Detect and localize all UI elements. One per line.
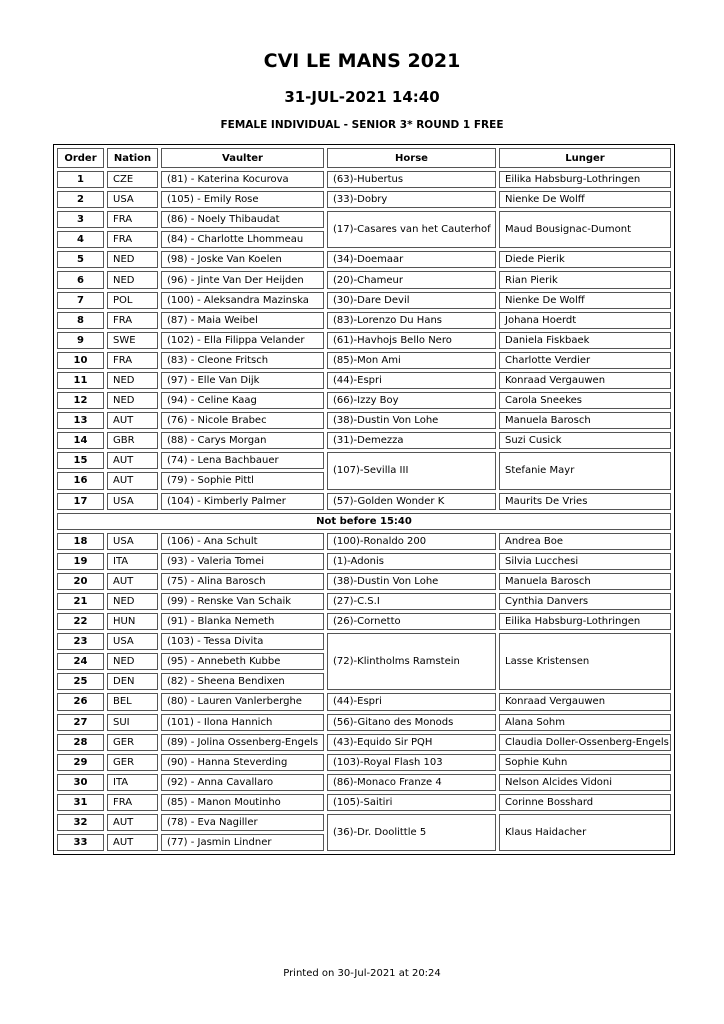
nation-cell: ITA xyxy=(107,553,158,570)
vaulter-cell: (104) - Kimberly Palmer xyxy=(161,493,324,510)
table-row xyxy=(57,312,671,329)
document-title: CVI LE MANS 2021 xyxy=(263,50,461,72)
vaulter-cell: (91) - Blanka Nemeth xyxy=(161,613,324,630)
lunger-cell: Stefanie Mayr xyxy=(499,452,671,489)
vaulter-cell: (105) - Emily Rose xyxy=(161,191,324,208)
horse-cell: (86)-Monaco Franze 4 xyxy=(327,774,496,791)
table-row xyxy=(57,553,671,570)
nation-cell: AUT xyxy=(107,472,158,489)
order-cell: 8 xyxy=(57,312,104,329)
nation-cell: FRA xyxy=(107,231,158,248)
table-row xyxy=(57,392,671,409)
nation-cell: NED xyxy=(107,372,158,389)
nation-cell: SUI xyxy=(107,714,158,731)
lunger-cell: Diede Pierik xyxy=(499,251,671,268)
table-row xyxy=(57,693,671,710)
table-row xyxy=(57,372,671,389)
table-row xyxy=(57,714,671,731)
lunger-cell: Nelson Alcides Vidoni xyxy=(499,774,671,791)
vaulter-cell: (106) - Ana Schult xyxy=(161,533,324,550)
vaulter-cell: (97) - Elle Van Dijk xyxy=(161,372,324,389)
vaulter-cell: (94) - Celine Kaag xyxy=(161,392,324,409)
table-row xyxy=(57,794,671,811)
nation-cell: GER xyxy=(107,754,158,771)
order-cell: 16 xyxy=(57,472,104,489)
nation-cell: AUT xyxy=(107,834,158,851)
table-row xyxy=(57,271,671,288)
print-footer: Printed on 30-Jul-2021 at 20:24 xyxy=(283,968,441,979)
order-cell: 26 xyxy=(57,693,104,710)
table-row xyxy=(57,171,671,188)
order-cell: 11 xyxy=(57,372,104,389)
vaulter-cell: (80) - Lauren Vanlerberghe xyxy=(161,693,324,710)
lunger-cell: Manuela Barosch xyxy=(499,573,671,590)
horse-cell: (56)-Gitano des Monods xyxy=(327,714,496,731)
order-cell: 32 xyxy=(57,814,104,831)
vaulter-cell: (96) - Jinte Van Der Heijden xyxy=(161,271,324,288)
order-cell: 25 xyxy=(57,673,104,690)
order-cell: 31 xyxy=(57,794,104,811)
nation-cell: FRA xyxy=(107,794,158,811)
order-cell: 2 xyxy=(57,191,104,208)
lunger-cell: Nienke De Wolff xyxy=(499,191,671,208)
order-cell: 24 xyxy=(57,653,104,670)
vaulter-cell: (102) - Ella Filippa Velander xyxy=(161,332,324,349)
lunger-cell: Maud Bousignac-Dumont xyxy=(499,211,671,248)
vaulter-cell: (93) - Valeria Tomei xyxy=(161,553,324,570)
lunger-cell: Sophie Kuhn xyxy=(499,754,671,771)
nation-cell: USA xyxy=(107,191,158,208)
table-row xyxy=(57,211,671,228)
order-cell: 30 xyxy=(57,774,104,791)
table-row xyxy=(57,332,671,349)
nation-cell: USA xyxy=(107,633,158,650)
vaulter-cell: (81) - Katerina Kocurova xyxy=(161,171,324,188)
horse-cell: (61)-Havhojs Bello Nero xyxy=(327,332,496,349)
vaulter-cell: (77) - Jasmin Lindner xyxy=(161,834,324,851)
vaulter-cell: (82) - Sheena Bendixen xyxy=(161,673,324,690)
order-cell: 33 xyxy=(57,834,104,851)
vaulter-cell: (90) - Hanna Steverding xyxy=(161,754,324,771)
table-row xyxy=(57,432,671,449)
order-cell: 20 xyxy=(57,573,104,590)
nation-cell: NED xyxy=(107,593,158,610)
lunger-cell: Carola Sneekes xyxy=(499,392,671,409)
lunger-cell: Manuela Barosch xyxy=(499,412,671,429)
order-cell: 17 xyxy=(57,493,104,510)
order-cell: 6 xyxy=(57,271,104,288)
horse-cell: (34)-Doemaar xyxy=(327,251,496,268)
event-datetime: 31-JUL-2021 14:40 xyxy=(284,88,440,106)
lunger-cell: Eilika Habsburg-Lothringen xyxy=(499,613,671,630)
nation-cell: CZE xyxy=(107,171,158,188)
horse-cell: (100)-Ronaldo 200 xyxy=(327,533,496,550)
vaulter-cell: (78) - Eva Nagiller xyxy=(161,814,324,831)
table-body xyxy=(57,171,671,851)
nation-cell: AUT xyxy=(107,412,158,429)
order-cell: 28 xyxy=(57,734,104,751)
lunger-cell: Johana Hoerdt xyxy=(499,312,671,329)
nation-cell: NED xyxy=(107,251,158,268)
table-row xyxy=(57,593,671,610)
vaulter-cell: (98) - Joske Van Koelen xyxy=(161,251,324,268)
vaulter-cell: (75) - Alina Barosch xyxy=(161,573,324,590)
nation-cell: BEL xyxy=(107,693,158,710)
vaulter-cell: (88) - Carys Morgan xyxy=(161,432,324,449)
horse-cell: (43)-Equido Sir PQH xyxy=(327,734,496,751)
table-row xyxy=(57,493,671,510)
lunger-cell: Rian Pierik xyxy=(499,271,671,288)
horse-cell: (44)-Espri xyxy=(327,372,496,389)
nation-cell: USA xyxy=(107,493,158,510)
vaulter-cell: (84) - Charlotte Lhommeau xyxy=(161,231,324,248)
order-cell: 29 xyxy=(57,754,104,771)
table-row xyxy=(57,412,671,429)
table-row xyxy=(57,633,671,650)
column-header-vaulter: Vaulter xyxy=(161,148,324,168)
order-cell: 4 xyxy=(57,231,104,248)
nation-cell: HUN xyxy=(107,613,158,630)
table-row xyxy=(57,754,671,771)
horse-cell: (17)-Casares van het Cauterhof xyxy=(327,211,496,248)
table-row xyxy=(57,292,671,309)
nation-cell: NED xyxy=(107,392,158,409)
order-cell: 5 xyxy=(57,251,104,268)
horse-cell: (63)-Hubertus xyxy=(327,171,496,188)
lunger-cell: Silvia Lucchesi xyxy=(499,553,671,570)
horse-cell: (44)-Espri xyxy=(327,693,496,710)
table-row xyxy=(57,251,671,268)
order-cell: 21 xyxy=(57,593,104,610)
nation-cell: AUT xyxy=(107,452,158,469)
order-cell: 27 xyxy=(57,714,104,731)
nation-cell: NED xyxy=(107,271,158,288)
horse-cell: (33)-Dobry xyxy=(327,191,496,208)
table-row xyxy=(57,352,671,369)
horse-cell: (38)-Dustin Von Lohe xyxy=(327,573,496,590)
horse-cell: (103)-Royal Flash 103 xyxy=(327,754,496,771)
nation-cell: AUT xyxy=(107,573,158,590)
lunger-cell: Nienke De Wolff xyxy=(499,292,671,309)
table-row xyxy=(57,814,671,831)
lunger-cell: Lasse Kristensen xyxy=(499,633,671,690)
vaulter-cell: (76) - Nicole Brabec xyxy=(161,412,324,429)
lunger-cell: Maurits De Vries xyxy=(499,493,671,510)
horse-cell: (36)-Dr. Doolittle 5 xyxy=(327,814,496,851)
vaulter-cell: (85) - Manon Moutinho xyxy=(161,794,324,811)
table-row xyxy=(57,191,671,208)
vaulter-cell: (101) - Ilona Hannich xyxy=(161,714,324,731)
horse-cell: (83)-Lorenzo Du Hans xyxy=(327,312,496,329)
order-cell: 23 xyxy=(57,633,104,650)
lunger-cell: Konraad Vergauwen xyxy=(499,372,671,389)
order-cell: 10 xyxy=(57,352,104,369)
horse-cell: (20)-Chameur xyxy=(327,271,496,288)
table-row xyxy=(57,533,671,550)
lunger-cell: Charlotte Verdier xyxy=(499,352,671,369)
vaulter-cell: (99) - Renske Van Schaik xyxy=(161,593,324,610)
table-row xyxy=(57,774,671,791)
nation-cell: POL xyxy=(107,292,158,309)
order-cell: 18 xyxy=(57,533,104,550)
nation-cell: FRA xyxy=(107,211,158,228)
lunger-cell: Eilika Habsburg-Lothringen xyxy=(499,171,671,188)
table-row xyxy=(57,734,671,751)
vaulter-cell: (95) - Annebeth Kubbe xyxy=(161,653,324,670)
horse-cell: (66)-Izzy Boy xyxy=(327,392,496,409)
horse-cell: (31)-Demezza xyxy=(327,432,496,449)
order-cell: 15 xyxy=(57,452,104,469)
order-cell: 14 xyxy=(57,432,104,449)
competition-subtitle: FEMALE INDIVIDUAL - SENIOR 3* ROUND 1 FREE xyxy=(220,119,504,131)
nation-cell: ITA xyxy=(107,774,158,791)
horse-cell: (107)-Sevilla III xyxy=(327,452,496,489)
vaulter-cell: (83) - Cleone Fritsch xyxy=(161,352,324,369)
vaulter-cell: (100) - Aleksandra Mazinska xyxy=(161,292,324,309)
vaulter-cell: (89) - Jolina Ossenberg-Engels xyxy=(161,734,324,751)
order-cell: 3 xyxy=(57,211,104,228)
nation-cell: GER xyxy=(107,734,158,751)
lunger-cell: Konraad Vergauwen xyxy=(499,693,671,710)
nation-cell: FRA xyxy=(107,312,158,329)
horse-cell: (38)-Dustin Von Lohe xyxy=(327,412,496,429)
column-header-order: Order xyxy=(57,148,104,168)
vaulter-cell: (103) - Tessa Divita xyxy=(161,633,324,650)
order-cell: 13 xyxy=(57,412,104,429)
order-cell: 22 xyxy=(57,613,104,630)
horse-cell: (105)-Saitiri xyxy=(327,794,496,811)
table-row xyxy=(57,613,671,630)
horse-cell: (57)-Golden Wonder K xyxy=(327,493,496,510)
lunger-cell: Klaus Haidacher xyxy=(499,814,671,851)
table-row xyxy=(57,452,671,469)
session-separator-text: Not before 15:40 xyxy=(57,513,671,530)
vaulter-cell: (87) - Maia Weibel xyxy=(161,312,324,329)
horse-cell: (85)-Mon Ami xyxy=(327,352,496,369)
start-order-table xyxy=(53,144,675,855)
order-cell: 9 xyxy=(57,332,104,349)
nation-cell: FRA xyxy=(107,352,158,369)
vaulter-cell: (79) - Sophie Pittl xyxy=(161,472,324,489)
table-header-row xyxy=(57,148,671,168)
order-cell: 7 xyxy=(57,292,104,309)
order-cell: 19 xyxy=(57,553,104,570)
lunger-cell: Alana Sohm xyxy=(499,714,671,731)
column-header-nation: Nation xyxy=(107,148,158,168)
vaulter-cell: (92) - Anna Cavallaro xyxy=(161,774,324,791)
nation-cell: NED xyxy=(107,653,158,670)
nation-cell: GBR xyxy=(107,432,158,449)
horse-cell: (26)-Cornetto xyxy=(327,613,496,630)
lunger-cell: Cynthia Danvers xyxy=(499,593,671,610)
column-header-horse: Horse xyxy=(327,148,496,168)
lunger-cell: Claudia Doller-Ossenberg-Engels xyxy=(499,734,671,751)
lunger-cell: Daniela Fiskbaek xyxy=(499,332,671,349)
order-cell: 12 xyxy=(57,392,104,409)
order-cell: 1 xyxy=(57,171,104,188)
nation-cell: AUT xyxy=(107,814,158,831)
lunger-cell: Corinne Bosshard xyxy=(499,794,671,811)
nation-cell: USA xyxy=(107,533,158,550)
horse-cell: (27)-C.S.I xyxy=(327,593,496,610)
nation-cell: DEN xyxy=(107,673,158,690)
vaulter-cell: (74) - Lena Bachbauer xyxy=(161,452,324,469)
vaulter-cell: (86) - Noely Thibaudat xyxy=(161,211,324,228)
column-header-lunger: Lunger xyxy=(499,148,671,168)
horse-cell: (1)-Adonis xyxy=(327,553,496,570)
session-separator-row xyxy=(57,513,671,530)
lunger-cell: Suzi Cusick xyxy=(499,432,671,449)
nation-cell: SWE xyxy=(107,332,158,349)
horse-cell: (30)-Dare Devil xyxy=(327,292,496,309)
table-row xyxy=(57,573,671,590)
horse-cell: (72)-Klintholms Ramstein xyxy=(327,633,496,690)
lunger-cell: Andrea Boe xyxy=(499,533,671,550)
